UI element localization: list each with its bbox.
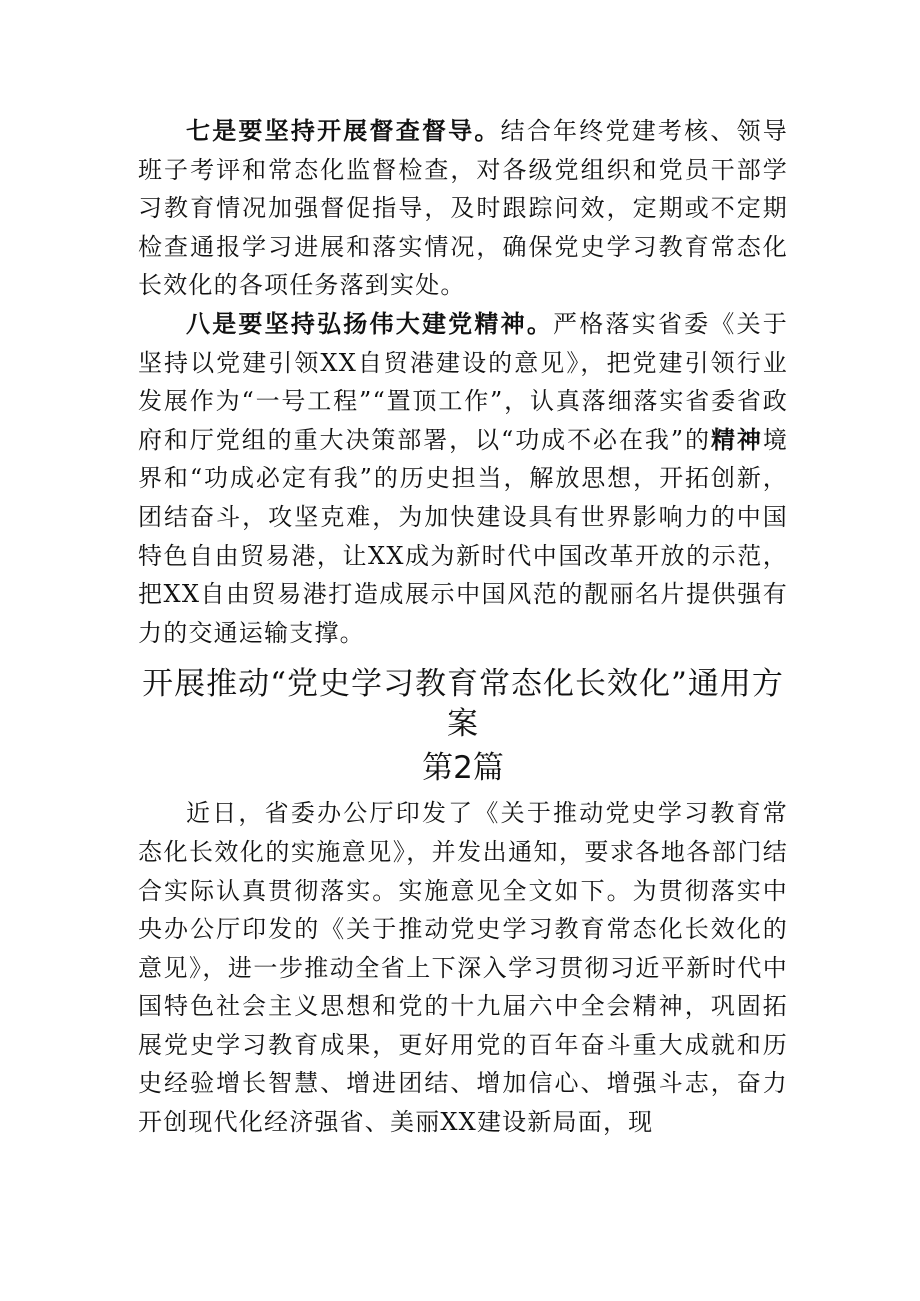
- subtitle-suffix: 篇: [472, 750, 504, 787]
- section-eight-lead: 八是要坚持弘扬伟大建党精神。: [186, 308, 554, 338]
- section-eight-paragraph: [138, 305, 788, 652]
- article-subtitle: [138, 748, 788, 788]
- article-title: 开展推动“党史学习教育常态化长效化”通用方案: [142, 666, 784, 743]
- subtitle-prefix: 第: [422, 750, 454, 787]
- document-page: [138, 112, 788, 1142]
- section-eight-body-after: 境界和“功成必定有我”的历史担当，解放思想，开拓创新，团结奋斗，攻坚克难，为加快建设具有世界影响力的中国特色自由贸易港，让XX成为新时代中国改革开放的示范，把XX自由贸易港打造成展示中国风范的靓丽名片提供强有力的交通运输支撑。: [138, 425, 789, 647]
- section-seven-body: 结合年终党建考核、领导班子考评和常态化监督检查，对各级党组织和党员干部学习教育情况加强督促指导，及时跟踪问效，定期或不定期检查通报学习进展和落实情况，确保党史学习教育常态化长效化的各项任务落到实处。: [138, 117, 789, 300]
- article-heading: [138, 664, 788, 788]
- subtitle-number: 2: [453, 750, 473, 787]
- section-eight-body-before: 严格落实省委《关于坚持以党建引领XX自贸港建设的意见》，把党建引领行业发展作为“一号工程”“置顶工作”，认真落细落实省委省政府和厅党组的重大决策部署，以“功成不必在我”的: [138, 309, 788, 454]
- section-eight-emphasis: 精神: [710, 424, 763, 454]
- section-seven-lead: 七是要坚持开展督查督导。: [186, 116, 501, 145]
- section-seven-paragraph: [138, 112, 788, 305]
- article-body-paragraph: 近日，省委办公厅印发了《关于推动党史学习教育常态化长效化的实施意见》，并发出通知，要求各地各部门结合实际认真贯彻落实。实施意见全文如下。为贯彻落实中央办公厅印发的《关于推动党史学习教育常态化长效化的意见》，进一步推动全省上下深入学习贯彻习近平新时代中国特色社会主义思想和党的十九届六中全会精神，巩固拓展党史学习教育成果，更好用党的百年奋斗重大成就和历史经验增长智慧、增进团结、增加信心、增强斗志，奋力开创现代化经济强省、美丽XX建设新局面，现: [138, 799, 788, 1137]
